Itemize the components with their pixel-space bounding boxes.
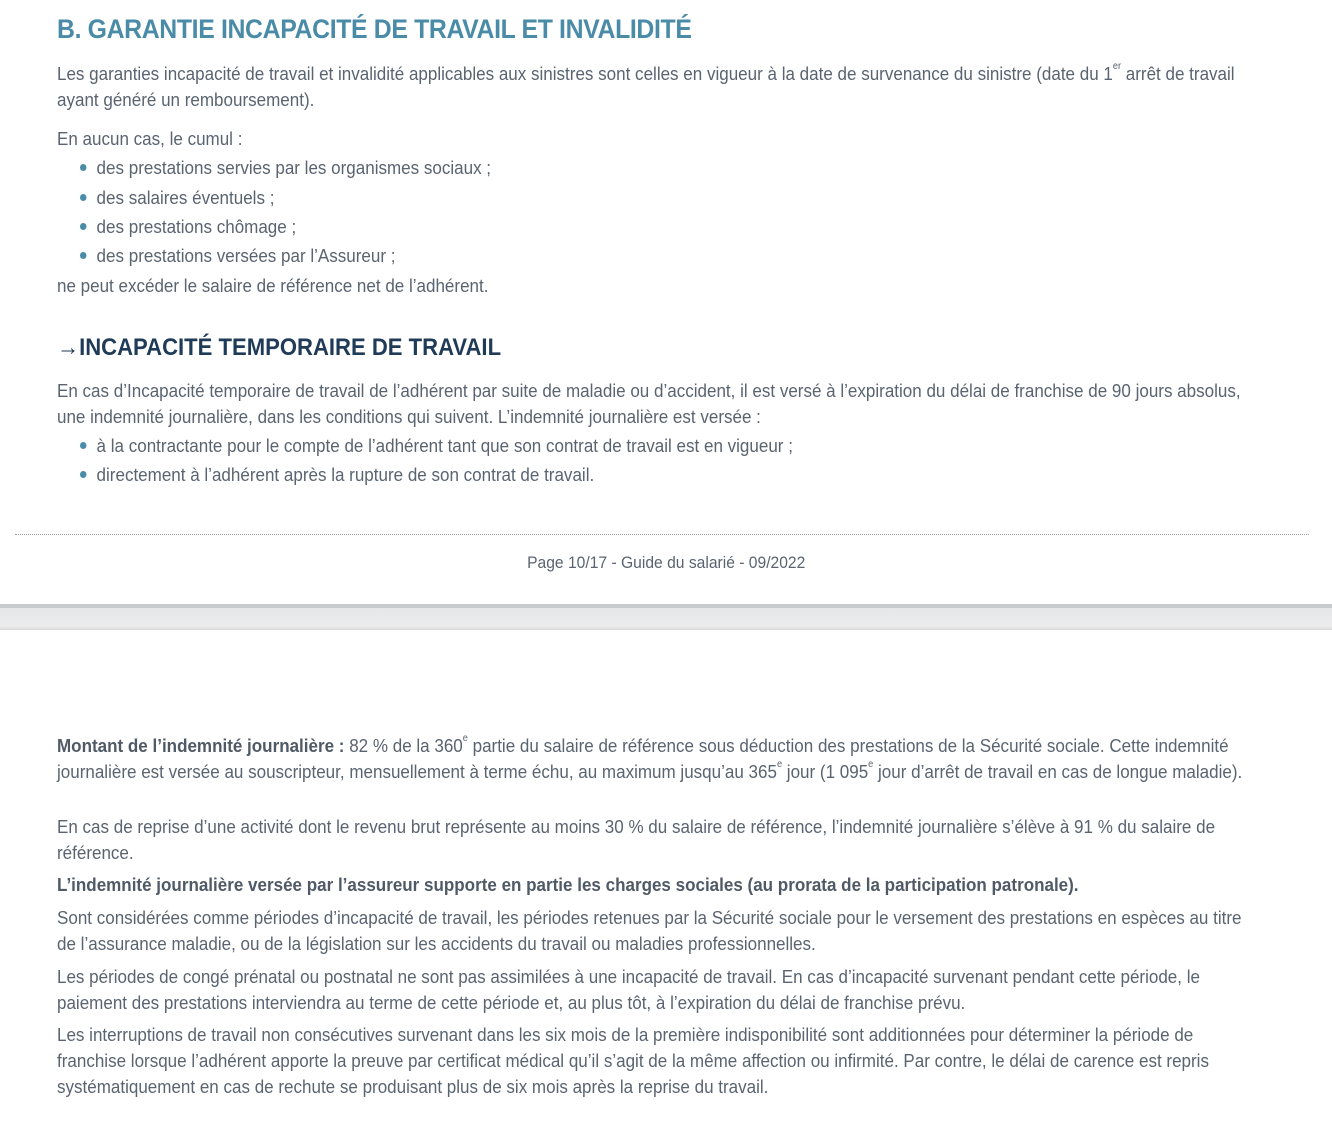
- bullet-icon: [80, 223, 86, 230]
- bullet-icon: [80, 252, 86, 259]
- montant-paragraph: Montant de l’indemnité journalière : 82 % de la 360e partie du salaire de référence sous déduction des prestations de la Sécurité sociale. Cette indemnité journalière est versée au souscripteur, mensuellement à terme échu, au maximum jusqu’au 365e jour (1 095e jour d’arrêt de travail en cas de longue maladie).: [57, 733, 1243, 782]
- cumul-end: ne peut excéder le salaire de référence net de l’adhérent.: [57, 275, 489, 296]
- list-item: des prestations versées par l’Assureur ;: [80, 243, 396, 269]
- section-b-intro: Les garanties incapacité de travail et invalidité applicables aux sinistres sont celles en vigueur à la date de survenance du sinistre (date du 1er arrêt de travail ayant généré un remboursement).: [57, 61, 1235, 110]
- bullet-icon: [80, 194, 86, 201]
- bullet-icon: [80, 471, 86, 478]
- conge-paragraph: Les périodes de congé prénatal ou postnatal ne sont pas assimilées à une incapacité de travail. En cas d’incapacité survenant pendant cette période, le paiement des prestations interviendra au terme de cette période et, au plus tôt, à l’expiration du délai de franchise prévu.: [57, 966, 1200, 1013]
- list-item: des prestations chômage ;: [80, 214, 296, 240]
- list-item: directement à l’adhérent après la rupture de son contrat de travail.: [80, 462, 594, 488]
- itt-title: →INCAPACITÉ TEMPORAIRE DE TRAVAIL: [57, 334, 502, 361]
- itt-intro: En cas d’Incapacité temporaire de travail de l’adhérent par suite de maladie ou d’accident, il est versé à l’expiration du délai de franchise de 90 jours absolus, une indemnité journalière, dans les conditions qui suivent. L’indemnité journalière est versée :: [57, 380, 1241, 427]
- charges-paragraph: L’indemnité journalière versée par l’assureur supporte en partie les charges sociales (au prorata de la participation patronale).: [57, 874, 1079, 895]
- section-b-title: B. GARANTIE INCAPACITÉ DE TRAVAIL ET INVALIDITÉ: [57, 14, 692, 44]
- bullet-icon: [80, 442, 86, 449]
- cumul-lead: En aucun cas, le cumul :: [57, 128, 243, 149]
- list-item: des prestations servies par les organismes sociaux ;: [80, 155, 491, 181]
- interruptions-paragraph: Les interruptions de travail non consécutives survenant dans les six mois de la première indisponibilité sont additionnées pour déterminer la période de franchise lorsque l’adhérent apporte la preuve par certificat médical qu’il s’agit de la même affection ou infirmité. Par contre, le délai de carence est repris systématiquement en cas de rechute se produisant plus de six mois après la reprise du travail.: [57, 1024, 1209, 1097]
- reprise-paragraph: En cas de reprise d’une activité dont le revenu brut représente au moins 30 % du salaire de référence, l’indemnité journalière s’élève à 91 % du salaire de référence.: [57, 816, 1216, 863]
- page-11: [0, 630, 1332, 1126]
- footer-divider: [15, 534, 1309, 535]
- page-footer: Page 10/17 - Guide du salarié - 09/2022: [526, 553, 806, 572]
- list-item: des salaires éventuels ;: [80, 185, 274, 211]
- arrow-right-icon: →: [57, 334, 80, 361]
- bullet-icon: [80, 164, 86, 171]
- list-item: à la contractante pour le compte de l’adhérent tant que son contrat de travail est en vigueur ;: [80, 433, 793, 459]
- periodes-paragraph: Sont considérées comme périodes d’incapacité de travail, les périodes retenues par la Sécurité sociale pour le versement des prestations en espèces au titre de l’assurance maladie, ou de la législation sur les accidents du travail ou maladies professionnelles.: [57, 907, 1242, 954]
- page-separator: [0, 604, 1332, 630]
